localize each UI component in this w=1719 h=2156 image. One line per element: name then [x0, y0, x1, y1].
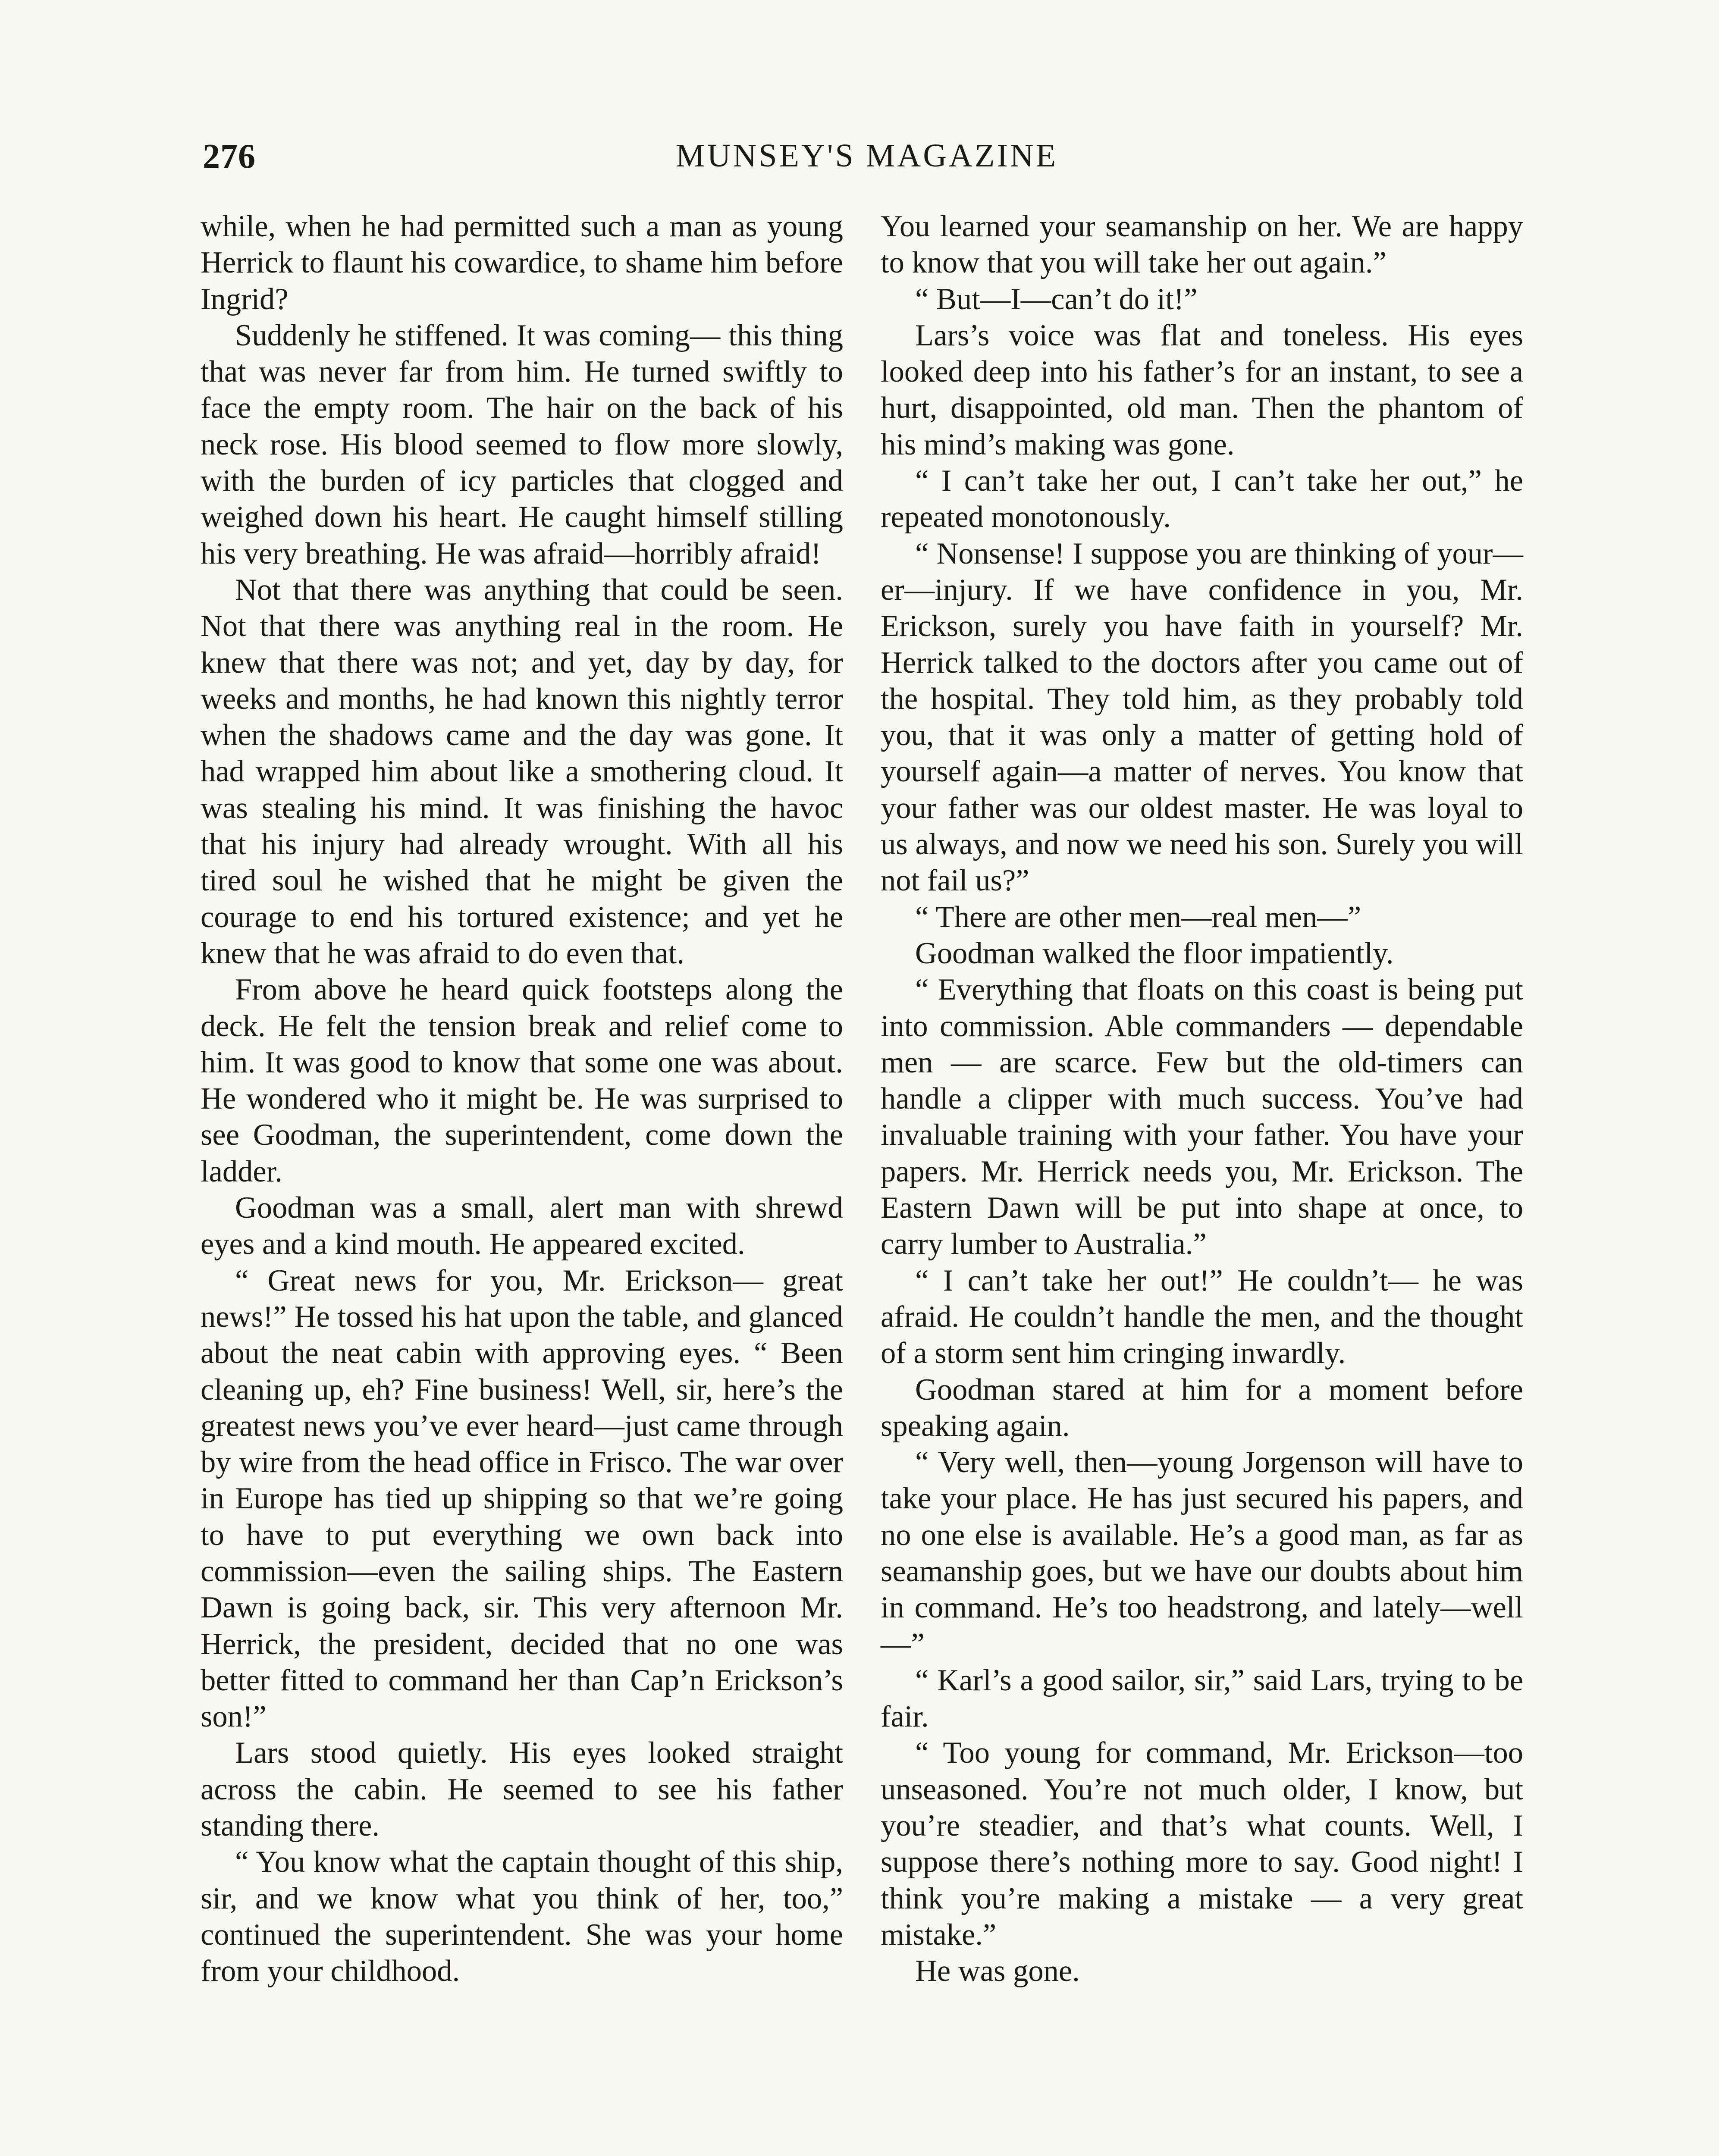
paragraph: Goodman was a small, alert man with shrewd eyes and a kind mouth. He appeared excited. [201, 1191, 843, 1261]
paragraph: He was gone. [915, 1954, 1080, 1988]
paragraph: You learned your seamanship on her. We are happy to know that you will take her out again.” [881, 210, 1523, 280]
paragraph: “ Very well, then—young Jorgenson will have to take your place. He has just secured his papers, and no one else is available. He’s a good man, as far as seamanship goes, but we have our doubts about him in command. He’s too headstrong, and lately—well—” [881, 1445, 1523, 1661]
paragraph: “ Karl’s a good sailor, sir,” said Lars, trying to be fair. [881, 1663, 1523, 1734]
paragraph: “ Too young for command, Mr. Erickson—too unseasoned. You’re not much older, I know, but you’re steadier, and that’s what counts. Well, I suppose there’s nothing more to say. Good night! I think you’re making a mistake — a very great mistake.” [881, 1736, 1523, 1952]
paragraph: “ I can’t take her out!” He couldn’t— he was afraid. He couldn’t handle the men, and the thought of a storm sent him cringing inwardly. [881, 1263, 1523, 1370]
paragraph: Lars stood quietly. His eyes looked straight across the cabin. He seemed to see his father standing there. [201, 1736, 843, 1843]
paragraph: “ Everything that floats on this coast is being put into commission. Able commanders — dependable men — are scarce. Few but the old-timers can handle a clipper with much success. You’ve had invaluable training with your father. You have your papers. Mr. Herrick needs you, Mr. Erickson. The Eastern Dawn will be put into shape at once, to carry lumber to Australia.” [881, 973, 1523, 1261]
paragraph: From above he heard quick footsteps along the deck. He felt the tension break and relief come to him. It was good to know that some one was about. He wondered who it might be. He was surprised to see Goodman, the superintendent, come down the ladder. [201, 973, 843, 1188]
paragraph: “ There are other men—real men—” [915, 900, 1361, 934]
paragraph: while, when he had permitted such a man as young Herrick to flaunt his cowardice, to shame him before Ingrid? [201, 210, 843, 316]
paragraph: “ Nonsense! I suppose you are thinking of your—er—injury. If we have confidence in you, Mr. Erickson, surely you have faith in yourself? Mr. Herrick talked to the doctors after you came out of the hospital. They told him, as they probably told you, that it was only a matter of getting hold of yourself again—a matter of nerves. You know that your father was our oldest master. He was loyal to us always, and now we need his son. Surely you will not fail us?” [881, 536, 1523, 898]
paragraph: “ You know what the captain thought of this ship, sir, and we know what you think of her, too,” continued the superintendent. She was your home from your childhood. [201, 1845, 843, 1988]
paragraph: Suddenly he stiffened. It was coming— this thing that was never far from him. He turned swiftly to face the empty room. The hair on the back of his neck rose. His blood seemed to flow more slowly, with the burden of icy particles that clogged and weighed down his heart. He caught himself stilling his very breathing. He was afraid—horribly afraid! [201, 318, 843, 570]
page-header [203, 137, 1531, 180]
running-title: MUNSEY'S MAGAZINE [675, 138, 1058, 174]
paragraph: Lars’s voice was flat and toneless. His eyes looked deep into his father’s for an instant, to see a hurt, disappointed, old man. Then the phantom of his mind’s making was gone. [881, 318, 1523, 461]
right-column [881, 208, 1523, 1990]
paragraph: “ But—I—can’t do it!” [915, 282, 1198, 316]
paragraph: “ Great news for you, Mr. Erickson— great news!” He tossed his hat upon the table, and glanced about the neat cabin with approving eyes. “ Been cleaning up, eh? Fine business! Well, sir, here’s the greatest news you’ve ever heard—just came through by wire from the head office in Frisco. The war over in Europe has tied up shipping so that we’re going to have to put everything we own back into commission—even the sailing ships. The Eastern Dawn is going back, sir. This very afternoon Mr. Herrick, the president, decided that no one was better fitted to command her than Cap’n Erickson’s son!” [201, 1263, 843, 1734]
paragraph: Goodman stared at him for a moment before speaking again. [881, 1373, 1523, 1443]
paragraph: Goodman walked the floor impatiently. [915, 936, 1394, 970]
left-column [201, 208, 843, 1990]
paragraph: “ I can’t take her out, I can’t take her out,” he repeated monotonously. [881, 464, 1523, 534]
paragraph: Not that there was anything that could be seen. Not that there was anything real in the room. He knew that there was not; and yet, day by day, for weeks and months, he had known this nightly terror when the shadows came and the day was gone. It had wrapped him about like a smothering cloud. It was stealing his mind. It was finishing the havoc that his injury had already wrought. With all his tired soul he wished that he might be given the courage to end his tortured existence; and yet he knew that he was afraid to do even that. [201, 573, 843, 970]
page-number: 276 [203, 138, 256, 175]
